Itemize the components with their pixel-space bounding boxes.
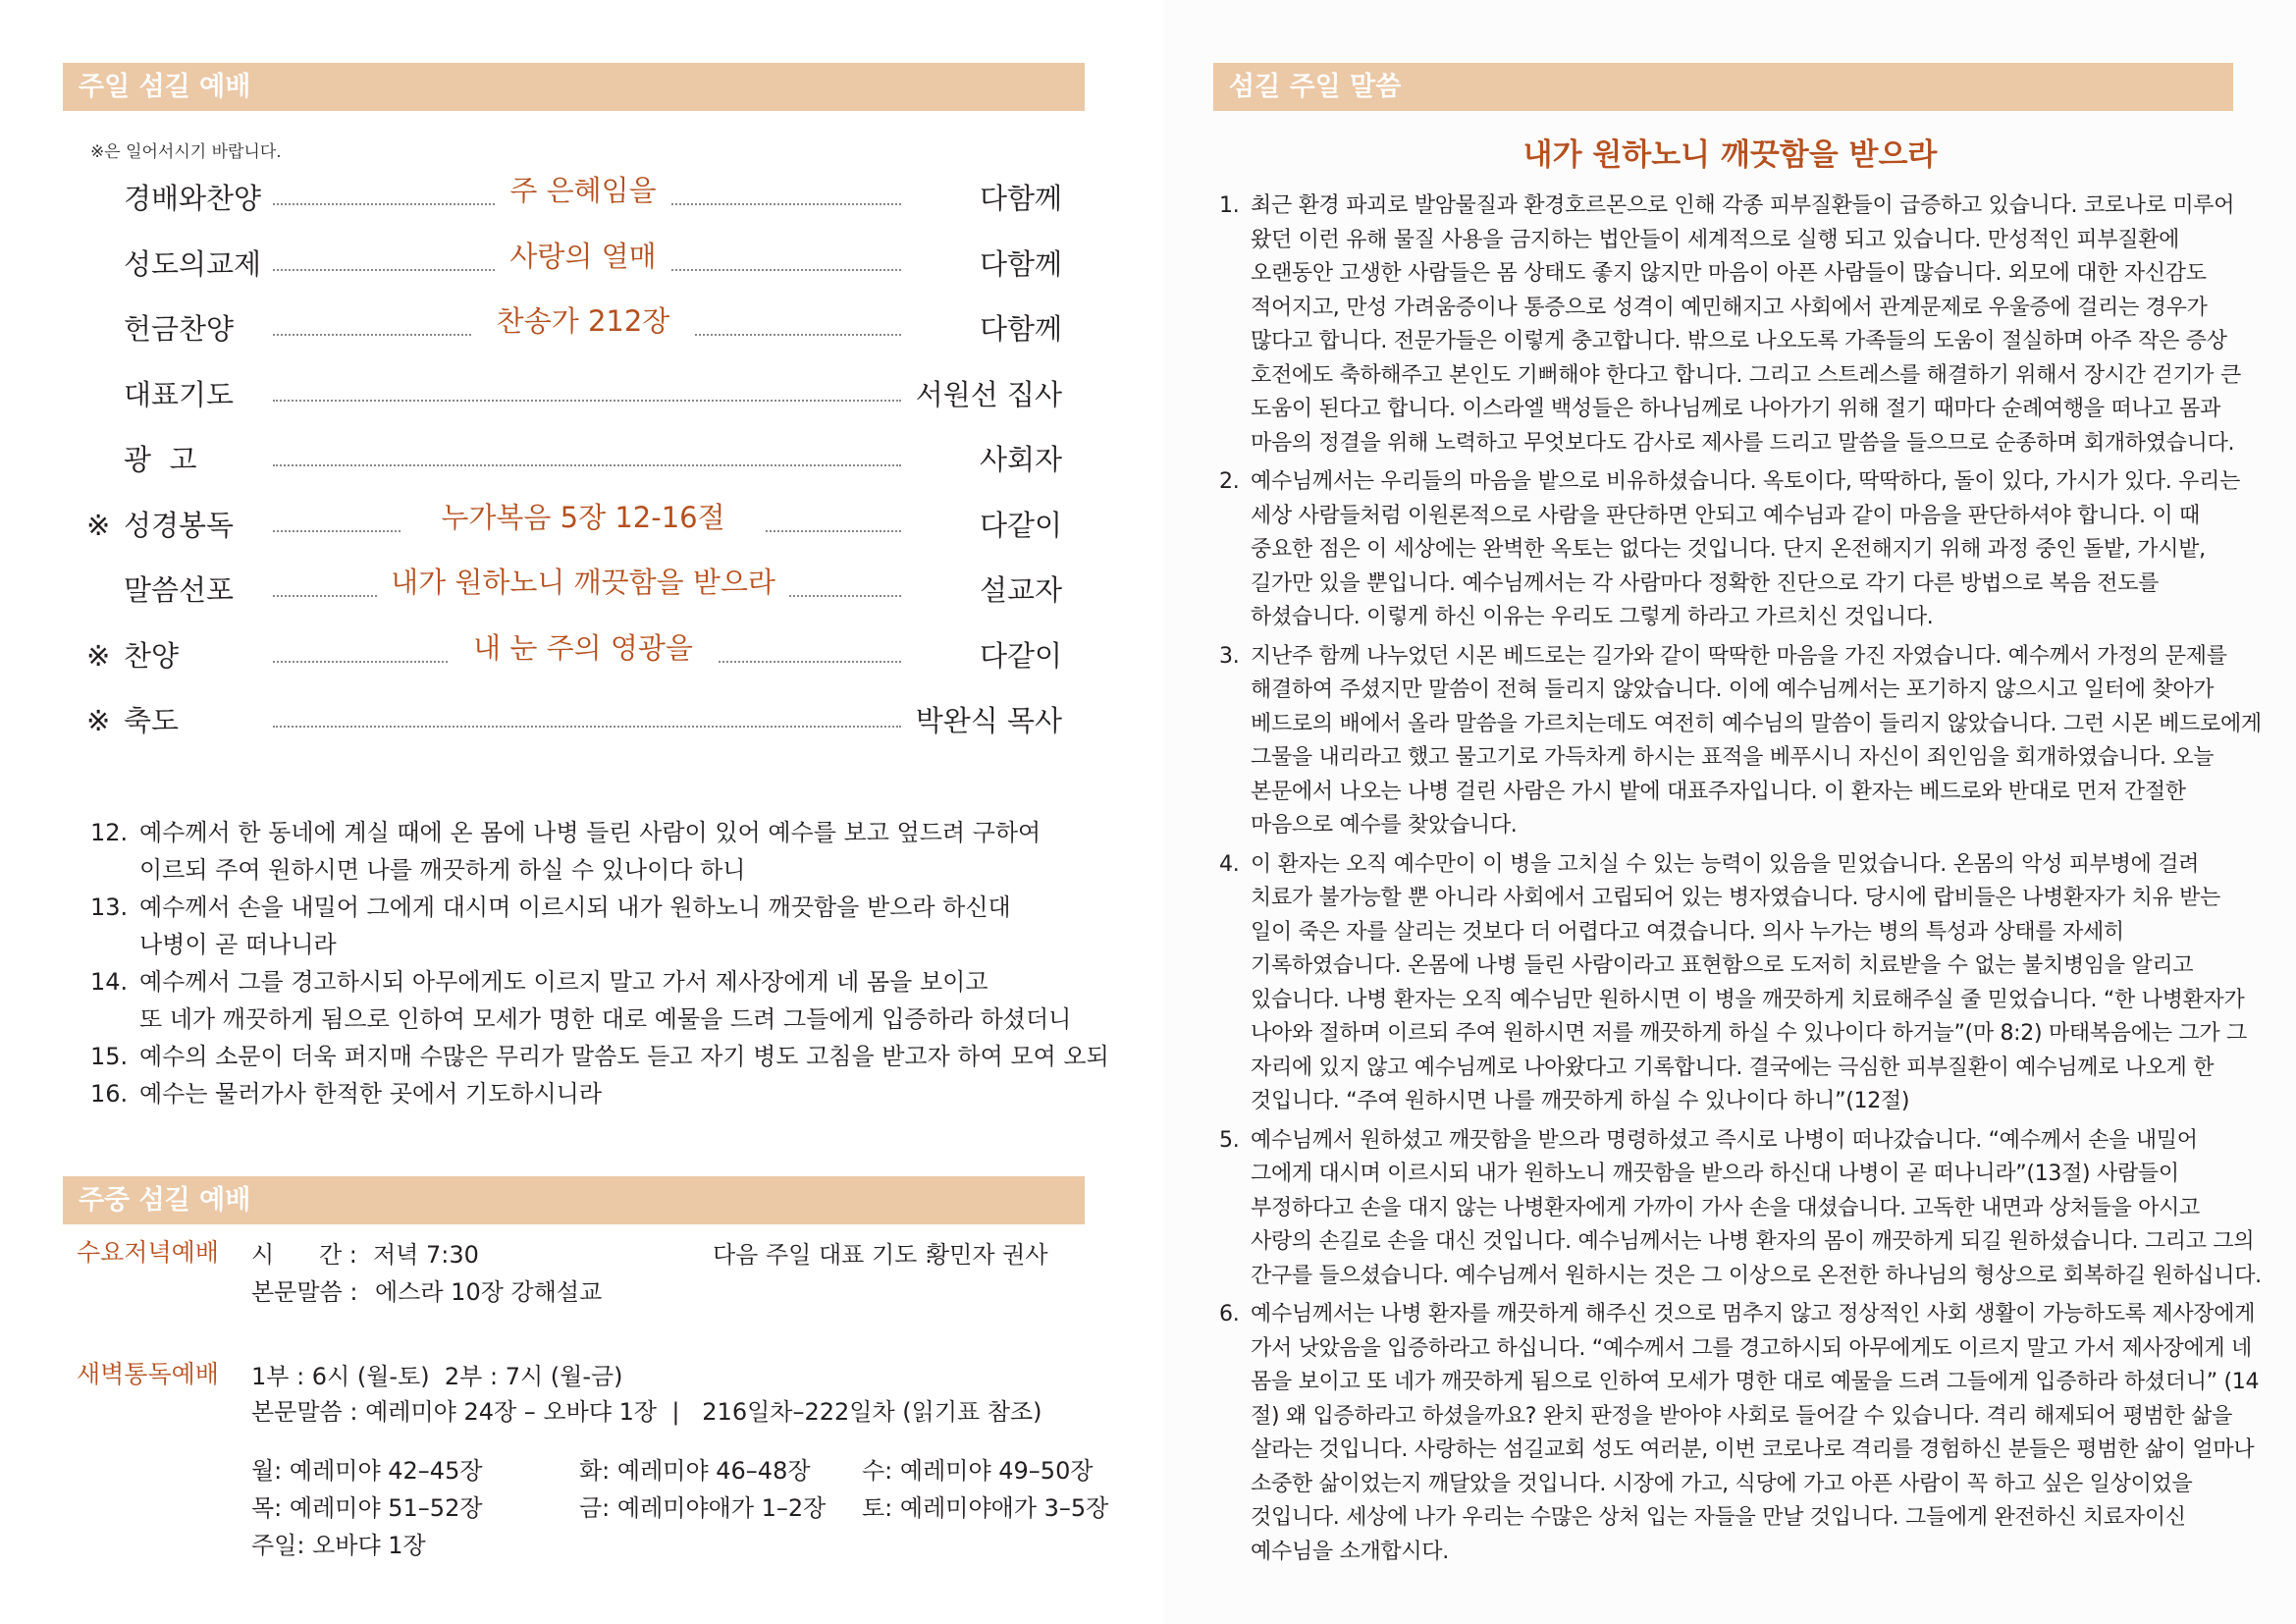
wednesday-text: 에스라 10장 강해설교: [375, 1278, 603, 1306]
paragraph-line: 부정하다고 손을 대지 않는 나병환자에게 가까이 가사 손을 대셨습니다. 고독한 내면과 상처들을 아시고: [1251, 1195, 2200, 1220]
leader-dots: [671, 203, 901, 205]
order-content: 내 눈 주의 영광을: [473, 630, 693, 665]
order-content: 주 은혜임을: [509, 174, 657, 207]
verse-number: 15.: [90, 1043, 129, 1070]
weekday-service-header: 주중 섬길 예배: [63, 1176, 1085, 1224]
order-content: 찬송가 212장: [496, 304, 670, 338]
standing-note: ※은 일어서시기 바랍니다.: [90, 142, 282, 162]
reading-day: 월: 예레미야 42–45장: [251, 1457, 483, 1485]
order-leader: 박완식 목사: [915, 704, 1062, 737]
paragraph-line: 마음의 정결을 위해 노력하고 무엇보다도 감사로 제사를 드리고 말씀을 들으므로 순종하며 회개하였습니다.: [1251, 430, 2235, 456]
sermon-paragraph: [1219, 1124, 2262, 1294]
wednesday-text-label: 본문말씀 :: [251, 1278, 358, 1306]
paragraph-line: 자리에 있지 않고 예수님께로 나아왔다고 기록합니다. 결국에는 극심한 피부질환이 예수님께로 나오게 한: [1251, 1055, 2215, 1080]
paragraph-line: 예수님께서 원하셨고 깨끗함을 받으라 명령하셨고 즉시로 나병이 떠나갔습니다. “예수께서 손을 내밀어: [1251, 1127, 2198, 1153]
paragraph-line: 살라는 것입니다. 사랑하는 섬길교회 성도 여러분, 이번 코로나로 격리를 경험하신 분들은 평범한 삶이 얼마나: [1251, 1437, 2255, 1462]
wednesday-time-label: 시 간 :: [251, 1241, 357, 1269]
verse-number: 14.: [90, 968, 129, 996]
order-label: 헌금찬양: [124, 312, 235, 346]
order-label: 축도: [124, 704, 180, 737]
verse-line: 예수께서 한 동네에 계실 때에 온 몸에 나병 들린 사람이 있어 예수를 보고 엎드려 구하여: [139, 819, 1041, 846]
verse-line: 예수께서 손을 내밀어 그에게 대시며 이르시되 내가 원하노니 깨끗함을 받으라 하신대: [139, 893, 1011, 921]
leader-dots: [273, 464, 901, 466]
paragraph-line: 적어지고, 만성 가려움증이나 통증으로 성격이 예민해지고 사회에서 관계문제로 우울증에 걸리는 경우가: [1251, 295, 2208, 320]
order-label: 성도의교제: [124, 246, 262, 281]
paragraph-line: 있습니다. 나병 환자는 오직 예수님만 원하시면 이 병을 깨끗하게 치료해주실 줄 믿었습니다. “한 나병환자가: [1251, 987, 2245, 1012]
paragraph-number: 5.: [1219, 1127, 1240, 1153]
paragraph-line: 오랜동안 고생한 사람들은 몸 상태도 좋지 않지만 마음이 아픈 사람들이 많습니다. 외모에 대한 자신감도: [1251, 261, 2207, 286]
worship-order-row: [86, 370, 1062, 419]
paragraph-line: 마음으로 예수를 찾았습니다.: [1251, 813, 1518, 838]
scripture-verse: [90, 889, 1072, 963]
verse-number: 12.: [90, 819, 129, 846]
paragraph-line: 많다고 합니다. 전문가들은 이렇게 충고합니다. 밖으로 나오도록 가족들의 도움이 절실하며 아주 작은 증상: [1251, 329, 2227, 353]
sunday-service-header: 주일 섬길 예배: [63, 63, 1085, 111]
reading-day: 토: 예레미야애가 3–5장: [862, 1494, 1109, 1522]
scripture-verse: [90, 1075, 1072, 1112]
paragraph-line: 것입니다. “주여 원하시면 나를 깨끗하게 하실 수 있나이다 하니”(12절): [1251, 1089, 1910, 1113]
paragraph-line: 일이 죽은 자를 살리는 것보다 더 어렵다고 여겼습니다. 의사 누가는 병의 특성과 상태를 자세히: [1251, 919, 2124, 945]
paragraph-line: 본문에서 나오는 나병 걸린 사람은 가시 밭에 대표주자입니다. 이 환자는 베드로와 반대로 먼저 간절한: [1251, 779, 2186, 804]
paragraph-line: 지난주 함께 나누었던 시몬 베드로는 길가와 같이 딱딱한 마음을 가진 자였습니다. 예수께서 가정의 문제를: [1251, 643, 2227, 669]
order-leader: 설교자: [979, 573, 1062, 607]
sermon-paragraph: [1219, 189, 2240, 460]
standing-mark: ※: [86, 638, 111, 673]
leader-dots: [789, 595, 901, 597]
leader-dots: [273, 269, 495, 271]
leader-dots: [719, 661, 901, 663]
next-prayer-label: 다음 주일 대표 기도 :: [713, 1241, 934, 1269]
verse-number: 13.: [90, 893, 129, 921]
leader-dots: [766, 530, 901, 532]
worship-order-row: [86, 696, 1062, 745]
verse-line: 예수는 물러가사 한적한 곳에서 기도하시니라: [139, 1080, 603, 1108]
verse-line: 나병이 곧 떠나니라: [139, 931, 337, 958]
worship-order-row: [86, 174, 1062, 223]
order-leader: 사회자: [979, 443, 1062, 476]
order-label: 성경봉독: [124, 508, 235, 542]
paragraph-line: 예수님께서는 우리들의 마음을 밭으로 비유하셨습니다. 옥토이다, 딱딱하다, 돌이 있다, 가시가 있다. 우리는: [1251, 469, 2241, 494]
paragraph-line: 기록하였습니다. 온몸에 나병 들린 사람이라고 표현함으로 도저히 치료받을 수 없는 불치병임을 알리고: [1251, 953, 2194, 978]
paragraph-number: 1.: [1219, 193, 1240, 218]
worship-order-row: [86, 304, 1062, 353]
leader-dots: [273, 661, 448, 663]
reading-day: 금: 예레미야애가 1–2장: [579, 1494, 827, 1522]
leader-dots: [273, 726, 901, 728]
sermon-paragraph: [1219, 1298, 2260, 1569]
verse-line: 예수께서 그를 경고하시되 아무에게도 이르지 말고 가서 제사장에게 네 몸을 보이고: [139, 968, 988, 996]
paragraph-number: 3.: [1219, 643, 1240, 669]
paragraph-line: 중요한 점은 이 세상에는 완벽한 옥토는 없다는 것입니다. 단지 온전해지기 위해 과정 중인 돌밭, 가시밭,: [1251, 537, 2206, 562]
order-label: 찬양: [124, 638, 180, 673]
worship-order-row: [86, 631, 1062, 680]
sermon-title: 내가 원하노니 깨끗함을 받으라: [1522, 137, 1938, 173]
order-label: 말씀선포: [124, 573, 235, 607]
dawn-text: 본문말씀 : 예레미야 24장 – 오바댜 1장 | 216일차–222일차 (읽기표 참조): [251, 1398, 1042, 1426]
verse-line: 이르되 주여 원하시면 나를 깨끗하게 하실 수 있나이다 하니: [139, 856, 746, 884]
paragraph-line: 왔던 이런 유해 물질 사용을 금지하는 법안들이 세계적으로 실행 되고 있습니다. 만성적인 피부질환에: [1251, 227, 2180, 252]
paragraph-line: 해결하여 주셨지만 말씀이 전혀 들리지 않았습니다. 이에 예수님께서는 포기하지 않으시고 일터에 찾아가: [1251, 677, 2215, 702]
paragraph-line: 호전에도 축하해주고 본인도 기뻐해야 한다고 합니다. 그리고 스트레스를 해결하기 위해서 장시간 걷기가 큰: [1251, 362, 2241, 388]
paragraph-line: 도움이 된다고 합니다. 이스라엘 백성들은 하나님께로 나아가기 위해 절기 때마다 순례여행을 떠나고 몸과: [1251, 397, 2220, 421]
dawn-service-title: 새벽통독예배: [77, 1360, 219, 1388]
leader-dots: [273, 400, 901, 402]
paragraph-line: 나아와 절하며 이르되 주여 원하시면 저를 깨끗하게 하실 수 있나이다 하거늘”(마 8:2) 마태복음에는 그가 그: [1251, 1021, 2247, 1046]
paragraph-line: 간구를 들으셨습니다. 예수님께서 원하시는 것은 그 이상으로 온전한 하나님의 형상으로 회복하길 원하십니다.: [1251, 1263, 2262, 1288]
scripture-verse: [90, 814, 1072, 889]
worship-order-row: [86, 566, 1062, 615]
worship-order-row: [86, 240, 1062, 289]
wednesday-service-title: 수요저녁예배: [77, 1238, 219, 1267]
worship-order-row: [86, 435, 1062, 484]
paragraph-line: 그에게 대시며 이르시되 내가 원하노니 깨끗함을 받으라 하신대 나병이 곧 떠나니라”(13절) 사람들이: [1251, 1162, 2179, 1186]
paragraph-line: 예수님께서는 나병 환자를 깨끗하게 해주신 것으로 멈추지 않고 정상적인 사회 생활이 가능하도록 제사장에게: [1251, 1302, 2256, 1326]
next-prayer-name: 황민자 권사: [927, 1241, 1048, 1269]
verse-line: 예수의 소문이 더욱 퍼지매 수많은 무리가 말씀도 듣고 자기 병도 고침을 받고자 하여 모여 오되: [139, 1043, 1109, 1070]
order-content: 누가복음 5장 12-16절: [441, 500, 725, 534]
paragraph-line: 길가만 있을 뿐입니다. 예수님께서는 각 사람마다 정확한 진단으로 각기 다른 방법으로 복음 전도를: [1251, 570, 2160, 596]
worship-order-row: [86, 501, 1062, 550]
paragraph-line: 치료가 불가능할 뿐 아니라 사회에서 고립되어 있는 병자였습니다. 당시에 랍비들은 나병환자가 치유 받는: [1251, 886, 2220, 910]
reading-day: 수: 예레미야 49–50장: [862, 1457, 1094, 1485]
leader-dots: [273, 203, 495, 205]
paragraph-line: 세상 사람들처럼 이원론적으로 사람을 판단하면 안되고 예수님과 같이 마음을 판단하셔야 합니다. 이 때: [1251, 503, 2200, 528]
paragraph-number: 4.: [1219, 851, 1240, 877]
paragraph-line: 가서 낫았음을 입증하라고 하십니다. “예수께서 그를 경고하시되 아무에게도 이르지 말고 가서 제사장에게 네: [1251, 1335, 2253, 1361]
reading-day: 주일: 오바댜 1장: [251, 1532, 426, 1559]
paragraph-line: 하셨습니다. 이렇게 하신 이유는 우리도 그렇게 하라고 가르치신 것입니다.: [1251, 605, 1934, 629]
scripture-verse: [90, 1038, 1109, 1075]
wednesday-time: 저녁 7:30: [373, 1241, 479, 1269]
paragraph-line: 절) 왜 입증하라고 하셨을까요? 완치 판정을 받아야 사회로 들어갈 수 있습니다. 격리 해제되어 평범한 삶을: [1251, 1403, 2233, 1429]
scripture-verse: [90, 963, 1072, 1038]
leader-dots: [273, 334, 471, 336]
paragraph-line: 베드로의 배에서 올라 말씀을 가르치는데도 여전히 예수님의 말씀이 들리지 않았습니다. 그런 시몬 베드로에게: [1251, 711, 2262, 736]
leader-dots: [273, 595, 377, 597]
paragraph-line: 예수님을 소개합시다.: [1251, 1539, 1449, 1564]
leader-dots: [671, 269, 901, 271]
paragraph-line: 사랑의 손길로 손을 대신 것입니다. 예수님께서는 나병 환자의 몸이 깨끗하게 되길 원하셨습니다. 그리고 그의: [1251, 1229, 2255, 1254]
standing-mark: ※: [86, 704, 111, 737]
order-label: 광 고: [124, 443, 197, 476]
sermon-header: 섬길 주일 말씀: [1213, 63, 2233, 111]
sermon-paragraph: [1219, 640, 2262, 843]
verse-line: 또 네가 깨끗하게 됨으로 인하여 모세가 명한 대로 예물을 드려 그들에게 입증하라 하셨더니: [139, 1005, 1072, 1033]
paragraph-line: 이 환자는 오직 예수만이 이 병을 고치실 수 있는 능력이 있음을 믿었습니다. 온몸의 악성 피부병에 걸려: [1251, 851, 2200, 877]
verse-number: 16.: [90, 1080, 129, 1108]
order-label: 대표기도: [124, 377, 235, 411]
order-leader: 다같이: [979, 508, 1062, 542]
paragraph-line: 그물을 내리라고 했고 물고기로 가득차게 하시는 표적을 베푸시니 자신이 죄인임을 회개하였습니다. 오늘: [1251, 745, 2215, 770]
order-leader: 다함께: [979, 312, 1062, 346]
reading-day: 목: 예레미야 51–52장: [251, 1494, 483, 1522]
paragraph-line: 몸을 보이고 또 네가 깨끗하게 됨으로 인하여 모세가 명한 대로 예물을 드려 그들에게 입증하라 하셨더니” (14: [1251, 1370, 2260, 1394]
paragraph-line: 것입니다. 세상에 나가 우리는 수많은 상처 입는 자들을 만날 것입니다. 그들에게 완전하신 치료자이신: [1251, 1505, 2186, 1530]
reading-day: 화: 예레미야 46–48장: [579, 1457, 811, 1485]
dawn-schedule: 1부 : 6시 (월-토) 2부 : 7시 (월-금): [251, 1363, 623, 1390]
order-leader: 다함께: [979, 246, 1062, 281]
order-leader: 다함께: [979, 182, 1062, 215]
paragraph-line: 소중한 삶이었는지 깨달았을 것입니다. 시장에 가고, 식당에 가고 아픈 사람이 꼭 하고 싶은 일상이었을: [1251, 1471, 2193, 1496]
standing-mark: ※: [86, 508, 111, 542]
sermon-paragraph: [1219, 465, 2240, 635]
order-leader: 서원선 집사: [915, 377, 1062, 411]
leader-dots: [273, 530, 400, 532]
order-content: 사랑의 열매: [509, 239, 657, 273]
paragraph-number: 6.: [1219, 1302, 1240, 1326]
order-content: 내가 원하노니 깨끗함을 받으라: [391, 566, 775, 599]
order-leader: 다같이: [979, 638, 1062, 673]
paragraph-line: 최근 환경 파괴로 발암물질과 환경호르몬으로 인해 각종 피부질환들이 급증하고 있습니다. 코로나로 미루어: [1251, 193, 2235, 218]
paragraph-number: 2.: [1219, 469, 1240, 494]
sermon-paragraph: [1219, 848, 2247, 1119]
order-label: 경배와찬양: [124, 182, 262, 215]
leader-dots: [695, 334, 901, 336]
